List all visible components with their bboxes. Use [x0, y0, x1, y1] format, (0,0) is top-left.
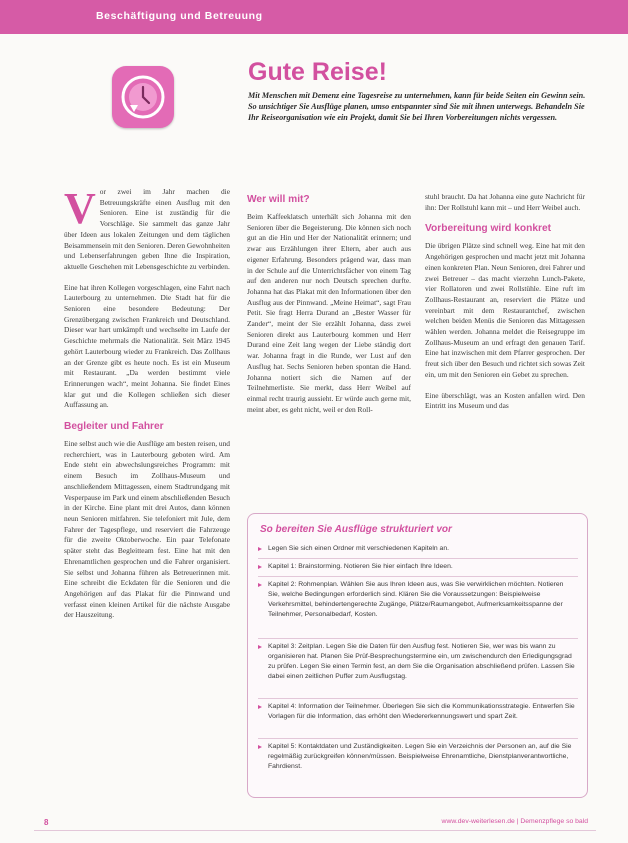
paragraph: Eine hat ihren Kollegen vorgeschlagen, eine Fahrt nach Lauterbourg zu unternehmen. Die Stadt hat für die Senioren eine besondere Bedeutung: Der Grenzübergang zwischen Frankreich und Deutschland. Dieser war hart umkämpft und wechselte im Laufe der Geschichte mehrmals die Nationalität. Seit März 1945 gehört Lauterbourg wieder zu Frankreich. Das Zollhaus an der Grenze gibt es heute noch. Es ist ein Museum mit Restaurant. „Da werden bestimmt viele Erinnerungen wach“, meint Johanna. Sie findet Eines klar gut und die Kollegen schließen sich dieser Auffassung an.	[64, 282, 230, 410]
intro-paragraph	[64, 184, 230, 273]
page-number: 8	[44, 818, 49, 827]
heading-vorbereitung: Vorbereitung wird konkret	[425, 223, 552, 235]
triangle-bullet-icon	[258, 565, 262, 569]
triangle-bullet-icon	[258, 645, 262, 649]
section-header-band	[0, 0, 628, 34]
tips-item-text: Kapitel 4: Information der Teilnehmer. Überlegen Sie sich die Kommunikationsstrategie. Entwerfen Sie Vorlagen für die Information, das erhöht den Wiedererkennungswert und spart Zeit.	[268, 703, 575, 720]
tips-item-text: Kapitel 3: Zeitplan. Legen Sie die Daten für den Ausflug fest. Notieren Sie, wer was bis wann zu organisieren hat. Planen Sie Prüf-Besprechungstermine ein, um zwischendurch den Erledigungsgrad zu prüfen. Legen Sie einen Termin fest, an dem Sie die Organisation abschließend prüfen. Lassen Sie dabei einen zeitlichen Puffer zum Ausflugstag.	[268, 643, 575, 680]
column-1	[64, 184, 230, 631]
tips-list-item	[258, 544, 576, 554]
tips-item-text: Kapitel 1: Brainstorming. Notieren Sie hier einfach Ihre Ideen.	[268, 563, 453, 570]
divider	[258, 558, 578, 559]
divider	[258, 576, 578, 577]
triangle-bullet-icon	[258, 547, 262, 551]
heading-wer-will-mit: Wer will mit?	[247, 194, 310, 205]
article-title: Gute Reise!	[248, 58, 387, 86]
clock-arrow-icon	[112, 66, 174, 128]
tips-box-title: So bereiten Sie Ausflüge strukturiert vor	[260, 524, 452, 535]
triangle-bullet-icon	[258, 705, 262, 709]
tips-list-item	[258, 562, 576, 572]
section-label: Beschäftigung und Betreuung	[96, 10, 263, 22]
tips-list-item	[258, 580, 576, 620]
tips-box	[247, 513, 588, 798]
triangle-bullet-icon	[258, 745, 262, 749]
tips-item-text: Kapitel 5: Kontaktdaten und Zuständigkeiten. Legen Sie ein Verzeichnis der Personen an, auf die Sie regelmäßig zurückgreifen können/müssen. Beispielweise Ehrenamtliche, Dienstplanverantwortliche, Fahrdienst.	[268, 743, 572, 770]
triangle-bullet-icon	[258, 583, 262, 587]
tips-list-item	[258, 702, 576, 722]
paragraph-text: or zwei im Jahr machen die Betreuungskräfte einen Ausflug mit den Senioren. Eine ist zuständig für die Vorschläge. Sie sammelt das ganze Jahr über Ideen aus lokalen Zeitungen und dem täglichen Beisammensein mit den Senioren. Deren Gewohnheiten und Lebenserfahrungen geben Ihne die Inspiration, aktuelle Geschehen mit Lebensgeschichte zu verbinden.	[64, 187, 230, 271]
footer-divider	[34, 830, 596, 831]
paragraph: stuhl braucht. Da hat Johanna eine gute Nachricht für ihn: Der Rollstuhl kann mit – und Herr Weibel auch.	[425, 192, 585, 212]
tips-item-text: Kapitel 2: Rohmenplan. Wählen Sie aus Ihren Ideen aus, was Sie verwirklichen möchten. Notieren Sie, welche Bedingungen erforderlich sind. Klären Sie die Voraussetzungen: Beispielweise Verkehrsmittel, behindertengerechte Zugänge, Plätze/Raumangebot, Aufmerksamkeitsspanne der Teilnehmer, Personalbedarf, Kosten.	[268, 581, 564, 618]
paragraph: Eine überschlägt, was an Kosten anfallen wird. Den Eintritt ins Museum und das	[425, 390, 585, 411]
paragraph: Eine selbst auch wie die Ausflüge am besten reisen, und recherchiert, was in Lauterbourg geboten wird. Am Ende steht ein abwechslungsreiches Programm: mit einem Besuch im Zollhaus-Museum und anschließendem Mittagessen, einem Stadtrundgang mit Vesperpause im Park und einem abschließenden Besuch in der Kirche. Eine plant mit drei Autos, dann können neun Senioren mitfahren. Sie telefoniert mit Jule, dem Fahrer der Tagespflege, und reserviert die Fahrzeuge für die zweite Oktoberwoche. Ein paar Telefonate später steht das Begleitteam fest. Eine hat mit den Ehrenamtlichen gesprochen und die Fahrer organisiert. Sie selbst und Johanna führen als Betreuerinnen mit. Eine schreibt die Eckdaten für die Senioren und die Angehörigen auf das Plakat für die Pinnwand und verfasst einen kleinen Artikel für die nächste Ausgabe der Hauszeitung.	[64, 439, 230, 620]
article-lead: Mit Menschen mit Demenz eine Tagesreise zu unternehmen, kann für beide Seiten ein Gewinn sein. So unsichtiger Sie Ausflüge planen, umso entspannter sind Sie mit ihnen unterwegs. Behandeln Sie Ihr Reiseorganisation wie ein Projekt, damit Sie bei Ihren Vorbereitungen nichts vergessen.	[248, 91, 586, 122]
paragraph: Die übrigen Plätze sind schnell weg. Eine hat mit den Angehörigen gesprochen und macht jetzt mit Johanna einen konkreten Plan. Neun Senioren, drei Fahrer und zwei Betreuer – das macht vierzehn Lunch-Pakete, vier Rollatoren und zwei Rollstühle. Eine ruft im Zollhaus-Restaurant an, reserviert die Plätze und vereinbart mit dem Restaurantchef, zwischen welchen beiden Menüs die Senioren das Mittagessen wählen werden. Johanna meldet die Reisegruppe im Zollhaus-Museum an und erfragt den genauen Tarif. Eine hat inzwischen mit dem Pfarrer gesprochen. Der freut sich über den Besuch und richtet sich sowas Zeit ein, um mit den Senioren ein Gebet zu sprechen.	[425, 241, 585, 379]
divider	[258, 638, 578, 639]
heading-begleiter: Begleiter und Fahrer	[64, 421, 164, 433]
divider	[258, 738, 578, 739]
divider	[258, 698, 578, 699]
tips-list-item	[258, 642, 576, 682]
tips-item-text: Legen Sie sich einen Ordner mit verschiedenen Kapiteln an.	[268, 545, 449, 552]
tips-list-item	[258, 742, 576, 772]
column-3	[425, 192, 585, 422]
footer-url: www.dev-weiterlesen.de | Demenzpflege so bald	[441, 818, 588, 825]
dropcap: V	[64, 184, 96, 233]
paragraph: Beim Kaffeeklatsch unterhält sich Johanna mit den Senioren über die Begeisterung. Die können sich noch gut an die Hin und Her der Nationalität erinnern; und zwar aus Erzählungen ihrer Eltern, aber auch aus eigener Erfahrung. Besonders prägend war, dass man in der Schule auf die Unterrichtsfächer von einem Tag auf den anderen nur noch Deutsch sprechen durfte. Johanna hat das Plakat mit den Informationen über den Ausflug aus der Pinnwand. „Meine Heimat“, sagt Frau Petit. Sie fragt Herra Durand an „Bester Wasser für Zander“, meint der Sie erzählt Johanna, dass zwei Senioren direkt aus Lauterbourg kommen und Herr Durand eine Zeit lang wegen der Liebe ständig dort war. Johanna fragt in die Runde, wer Lust auf den Ausflug hat. Sechs Senioren heben spontan die Hand. Johanna notiert sich die Namen auf der Teilnehmerliste. Sie merkt, dass Herr Weibel auf einmal recht traurig aussieht. Er würde auch gerne mit, meint aber, es geht nicht, weil er den Roll-	[247, 212, 411, 414]
column-2	[247, 192, 411, 425]
